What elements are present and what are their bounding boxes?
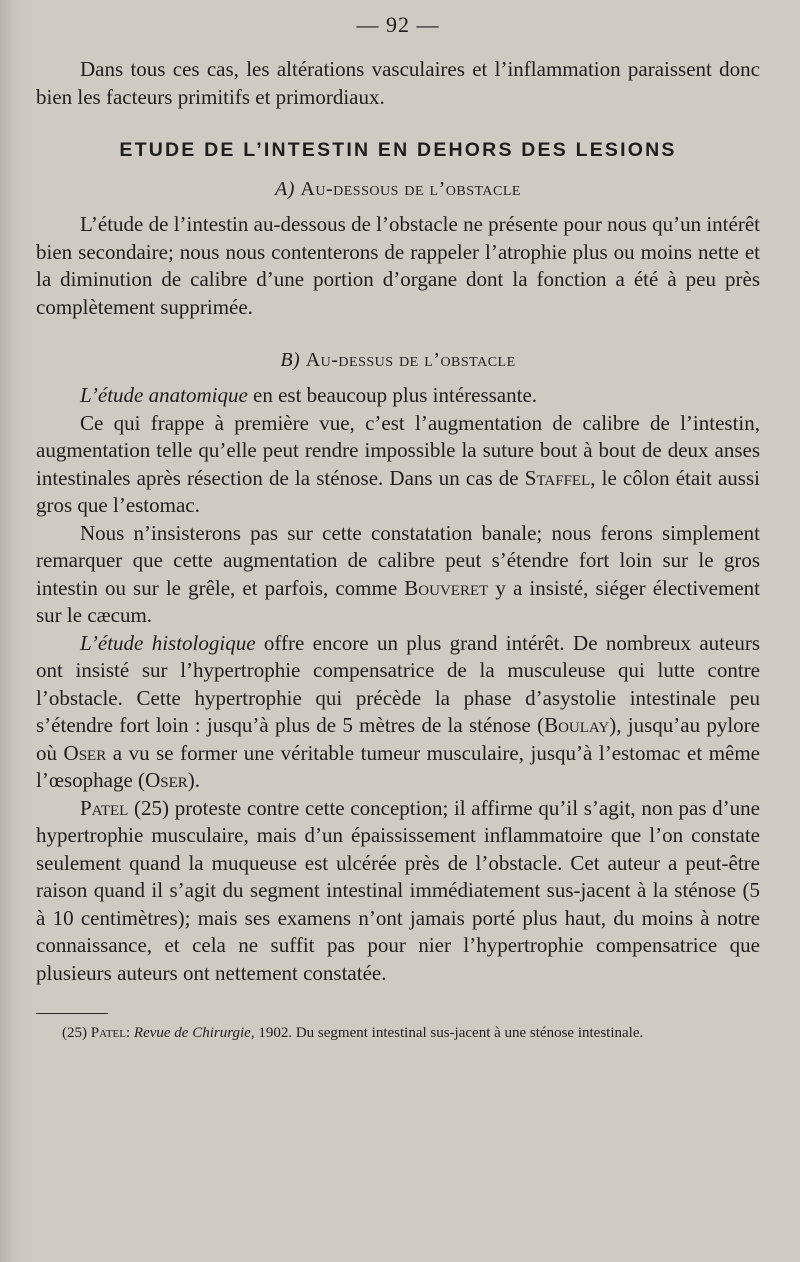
paragraph-text: en est beaucoup plus intéressante. — [247, 383, 538, 407]
subsection-a-heading — [36, 178, 760, 201]
author-name: Oser — [63, 740, 107, 765]
paragraph-calibre — [36, 410, 760, 520]
paragraph-text: ). — [187, 768, 200, 792]
paragraph-text: (25) proteste contre cette conception; il affirme qu’il s’agit, non pas d’une hypertrophie musculaire, mais d’un épaississement inflammatoire que l’on constate seulement quand la muqueuse est ulcérée près de l’obstacle. Cet auteur a peut-être raison quand il s’agit du segment intestinal immédiatement sus-jacent à la sténose (5 à 10 centimètres); mais ses examens n’ont jamais porté plus haut, du moins à notre connaissance, et cela ne suffit pas pour nier l’hypertrophie compensatrice que plusieurs auteurs ont nettement constatée. — [36, 795, 760, 985]
paragraph-text: Ce qui frappe à première vue, c’est l’augmentation de calibre de l’intestin, augmentation telle qu’elle peut rendre impossible la suture bout à bout de deux anses intestinales après résection de la sténose. Dans un cas de — [36, 410, 760, 490]
author-name: Staffel — [524, 465, 591, 490]
paragraph-text: offre encore un plus grand intérêt. De nombreux auteurs ont insisté sur l’hypertrophie compensatrice de la musculeuse qui lutte contre l’obstacle. Cette hypertrophie qui précède la phase d’asystolie intestinale peu s’étendre fort loin : jusqu’à plus de 5 mètres de la sténose ( — [36, 630, 760, 737]
page-binding-edge — [0, 0, 34, 1262]
section-heading: ETUDE DE L’INTESTIN EN DEHORS DES LESIONS — [119, 139, 677, 161]
paragraph-text: , le côlon était aussi gros que l’estomac. — [36, 465, 760, 517]
footnote-journal: Revue de Chirurgie — [133, 1025, 251, 1041]
footnote — [36, 1024, 760, 1042]
footnote-number: (25) — [62, 1025, 91, 1041]
footnote-divider — [36, 1013, 108, 1014]
footnote-separator: : — [125, 1025, 134, 1041]
paragraph-text: a vu se former une véritable tumeur musculaire, jusqu’à l’estomac et même l’œsophage ( — [36, 740, 761, 792]
anatomic-study-term: L’étude anatomique — [80, 383, 248, 407]
page-number: — 92 — — [356, 12, 440, 37]
paragraph-insistence — [36, 520, 760, 630]
author-name: Patel — [80, 795, 129, 820]
footnote-author: Patel — [90, 1025, 126, 1041]
paragraph-text: y a insisté, siéger électivement sur le cæcum. — [36, 575, 760, 627]
paragraph-text: ), jusqu’au pylore où — [36, 713, 760, 765]
paragraph-conclusion: Dans tous ces cas, les altérations vasculaires et l’inflammation paraissent donc bien les facteurs primitifs et primordiaux. — [36, 57, 760, 109]
histologic-study-term: L’étude histologique — [80, 630, 256, 655]
subsection-b-heading — [36, 349, 760, 372]
author-name: Oser — [145, 768, 188, 792]
subsection-a-letter: A) — [275, 178, 295, 200]
footnote-text: , 1902. Du segment intestinal sus-jacent à une sténose intestinale. — [250, 1025, 644, 1041]
paragraph-patel — [36, 795, 760, 988]
paragraph-below-obstacle: L’étude de l’intestin au-dessous de l’obstacle ne présente pour nous qu’un intérêt bien secondaire; nous nous contenterons de rappeler l’atrophie plus ou moins nette et la diminution de calibre d’une portion d’organe dont la fonction a été à peu près complètement supprimée. — [36, 212, 760, 319]
paragraph-histologic-study — [36, 630, 760, 795]
subsection-b-letter: B) — [280, 349, 301, 371]
paragraph-text: Nous n’insisterons pas sur cette constatation banale; nous ferons simplement remarquer que cette augmentation de calibre peut s’étendre fort loin sur le gros intestin ou sur le grêle, et parfois, comme — [36, 520, 760, 600]
author-name: Bouveret — [404, 575, 489, 600]
paragraph-anatomic-study — [36, 382, 760, 410]
document-page — [36, 12, 760, 1042]
subsection-b-title: Au-dessus de l’obstacle — [305, 349, 516, 371]
author-name: Boulay — [544, 713, 610, 737]
subsection-a-title: Au-dessous de l’obstacle — [300, 178, 521, 200]
